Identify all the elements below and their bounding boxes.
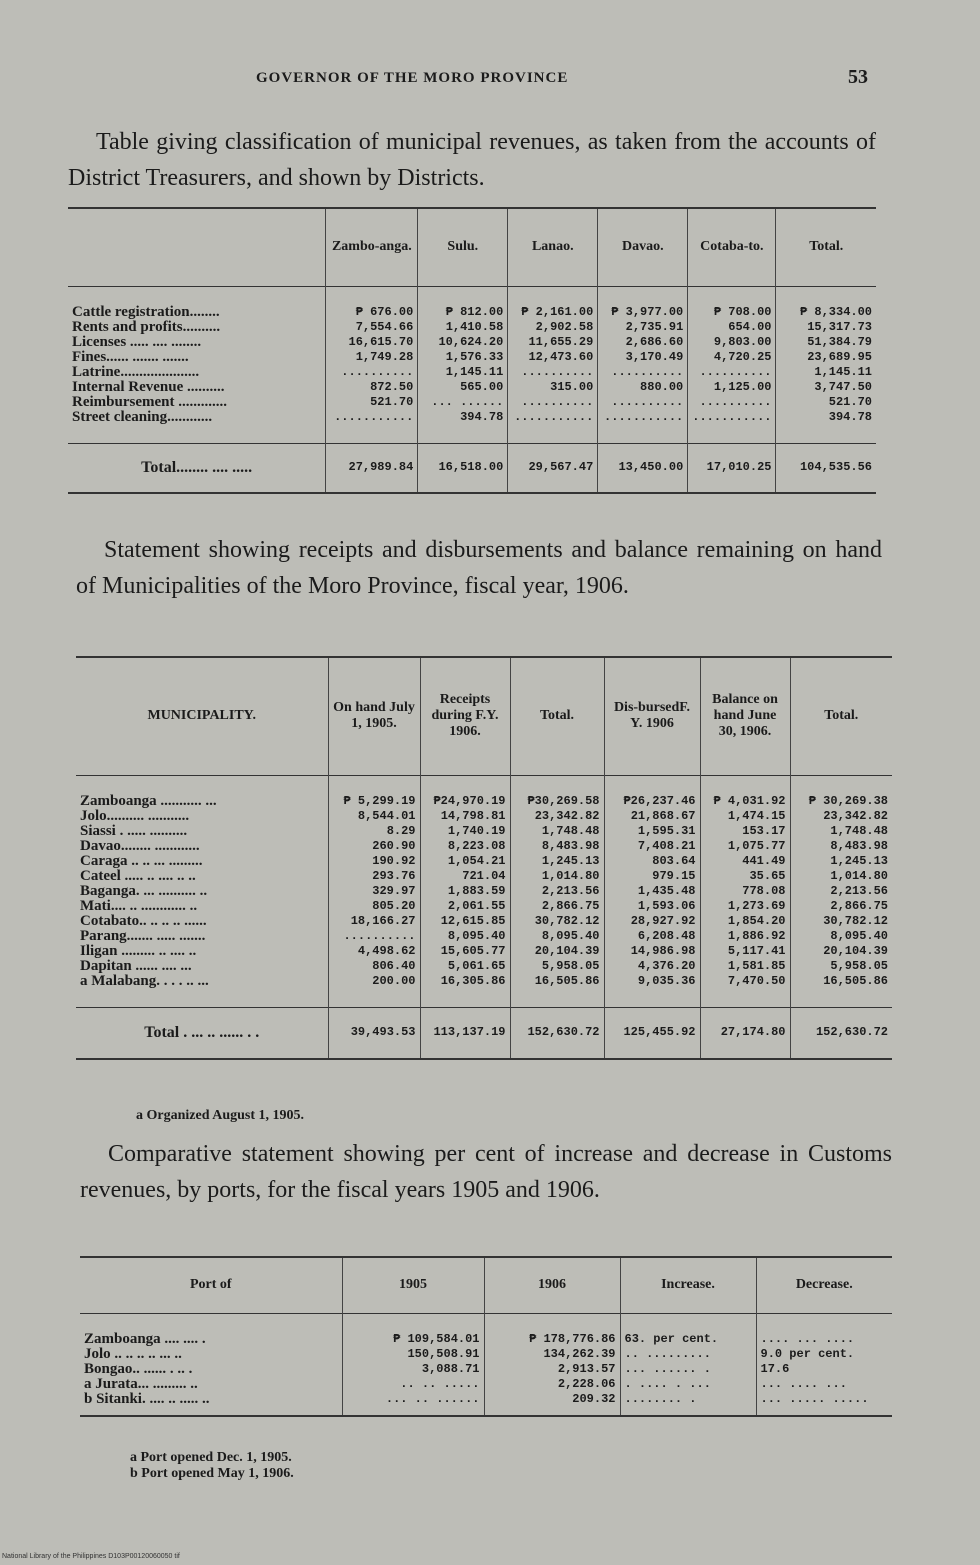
column-header: Zambo-anga.: [326, 208, 418, 286]
column-header: Sulu.: [418, 208, 508, 286]
column-values: ₱24,970.19 14,798.81 1,740.19 8,223.08 1,054.21 721.04 1,883.59 2,061.55 12,615.85 8,095.40 15,605.77 5,061.65 16,305.86: [420, 794, 510, 989]
total-value: 17,010.25: [688, 443, 776, 493]
section1-heading: Table giving classification of municipal revenues, as taken from the accounts of District Treasurers, and shown by Districts.: [68, 129, 876, 191]
column-header: Davao.: [598, 208, 688, 286]
row-labels: Zamboanga .... .... . Jolo .. .. .. .. ... .. Bongao.. ...... . .. . a Jurata... ......... .. b Sitanki. .... .. ..... ..: [84, 1330, 210, 1407]
page-header: [0, 66, 980, 96]
customs-table: [80, 1256, 892, 1417]
column-header: Receipts during F.Y. 1906.: [420, 657, 510, 775]
column-header-blank: [68, 208, 326, 286]
column-values: ₱30,269.58 23,342.82 1,748.48 8,483.98 1,245.13 1,014.80 2,213.56 2,866.75 30,782.12 8,095.40 20,104.39 5,958.05 16,505.86: [510, 794, 604, 989]
page-number: 53: [848, 66, 868, 88]
column-values: .... ... .... 9.0 per cent. 17.6 ... .... ... ... ..... .....: [756, 1332, 892, 1416]
column-header: 1905: [342, 1257, 484, 1313]
total-value: 104,535.56: [776, 443, 876, 493]
total-value: 152,630.72: [790, 1007, 892, 1059]
row-labels: Zamboanga ........... ... Jolo.......... ........... Siassi . ..... .......... Davao........ ............ Caraga .. .. ... ......... Cateel ..... .. .... .. .. Baganga. ... .......... .. Mati.... .. ............ .. Cotabato.. .. .. .. ...... Parang....... ..... ....... Iligan ......... .. .... .. Dapitan ...... .... ... a Malabang. . . . .. ...: [80, 792, 217, 989]
total-value: 27,989.84: [326, 443, 418, 493]
total-value: 13,450.00: [598, 443, 688, 493]
column-header: Cotaba-to.: [688, 208, 776, 286]
column-values: ₱ 5,299.19 8,544.01 8.29 260.90 190.92 293.76 329.97 805.20 18,166.27 .......... 4,498.62 806.40 200.00: [328, 794, 420, 989]
column-values: ₱ 8,334.00 15,317.73 51,384.79 23,689.95 1,145.11 3,747.50 521.70 394.78: [776, 305, 876, 425]
column-header: Total.: [510, 657, 604, 775]
total-label: Total........ .... .....: [141, 459, 253, 477]
running-head: GOVERNOR OF THE MORO PROVINCE: [256, 70, 569, 86]
column-values: ₱ 30,269.38 23,342.82 1,748.48 8,483.98 1,245.13 1,014.80 2,213.56 2,866.75 30,782.12 8,095.40 20,104.39 5,958.05 16,505.86: [790, 794, 892, 989]
section3-heading: Comparative statement showing per cent of increase and decrease in Customs revenues, by ports, for the fiscal years 1905 and 1906.: [80, 1141, 892, 1203]
total-value: 113,137.19: [420, 1007, 510, 1059]
column-header: Dis-bursedF. Y. 1906: [604, 657, 700, 775]
section2-heading: Statement showing receipts and disbursements and balance remaining on hand of Municipalities of the Moro Province, fiscal year, 1906.: [76, 537, 882, 599]
column-values: ₱ 676.00 7,554.66 16,615.70 1,749.28 .......... 872.50 521.70 ...........: [326, 305, 418, 425]
column-values: ₱ 109,584.01 150,508.91 3,088.71 .. .. ..... ... .. ......: [342, 1332, 484, 1416]
row-labels: Cattle registration........ Rents and profits.......... Licenses ..... .... ........ Fines...... ....... ....... Latrine..................... Internal Revenue .......... Reimbursement ............. Street cleaning............: [72, 303, 227, 425]
column-header: Lanao.: [508, 208, 598, 286]
total-value: 16,518.00: [418, 443, 508, 493]
column-header: Decrease.: [756, 1257, 892, 1313]
table-body: [80, 1332, 892, 1416]
table-body: [68, 305, 876, 425]
revenue-table: [68, 207, 876, 494]
table-header-row: [80, 1257, 892, 1313]
footnote: a Port opened Dec. 1, 1905.: [130, 1450, 292, 1465]
column-values: ₱ 4,031.92 1,474.15 153.17 1,075.77 441.49 35.65 778.08 1,273.69 1,854.20 1,886.92 5,117.41 1,581.85 7,470.50: [700, 794, 790, 989]
total-value: 39,493.53: [328, 1007, 420, 1059]
total-value: 152,630.72: [510, 1007, 604, 1059]
table-header-row: [68, 208, 876, 286]
total-value: 125,455.92: [604, 1007, 700, 1059]
column-header: MUNICIPALITY.: [147, 708, 256, 724]
column-values: ₱ 812.00 1,410.58 10,624.20 1,576.33 1,145.11 565.00 ... ...... 394.78: [418, 305, 508, 425]
total-value: 29,567.47: [508, 443, 598, 493]
table-body: [76, 794, 892, 989]
column-values: ₱ 2,161.00 2,902.58 11,655.29 12,473.60 .......... 315.00 .......... ...........: [508, 305, 598, 425]
column-values: ₱ 3,977.00 2,735.91 2,686.60 3,170.49 .......... 880.00 .......... ...........: [598, 305, 688, 425]
column-header: Port of: [189, 1277, 232, 1293]
column-values: 63. per cent. .. ......... ... ...... . . .... . ... ........ .: [620, 1332, 756, 1416]
footnote: a Organized August 1, 1905.: [136, 1108, 305, 1123]
column-values: ₱26,237.46 21,868.67 1,595.31 7,408.21 803.64 979.15 1,435.48 1,593.06 28,927.92 6,208.48 14,986.98 4,376.20 9,035.36: [604, 794, 700, 989]
total-row: [68, 443, 876, 493]
total-value: 27,174.80: [700, 1007, 790, 1059]
footnote: b Port opened May 1, 1906.: [130, 1466, 294, 1481]
column-values: ₱ 708.00 654.00 9,803.00 4,720.25 .......... 1,125.00 .......... ...........: [688, 305, 776, 425]
municipality-table: [76, 656, 892, 1060]
column-header: Balance on hand June 30, 1906.: [700, 657, 790, 775]
column-header: Increase.: [620, 1257, 756, 1313]
column-header: On hand July 1, 1905.: [328, 657, 420, 775]
column-header: 1906: [484, 1257, 620, 1313]
table-header-row: [76, 657, 892, 775]
total-row: [76, 1007, 892, 1059]
scan-credit: National Library of the Philippines D103P00120060050 tif: [2, 1553, 180, 1560]
column-header: Total.: [776, 208, 876, 286]
column-header: Total.: [790, 657, 892, 775]
column-values: ₱ 178,776.86 134,262.39 2,913.57 2,228.06 209.32: [484, 1332, 620, 1416]
total-label: Total . ... .. ...... . .: [144, 1024, 260, 1042]
